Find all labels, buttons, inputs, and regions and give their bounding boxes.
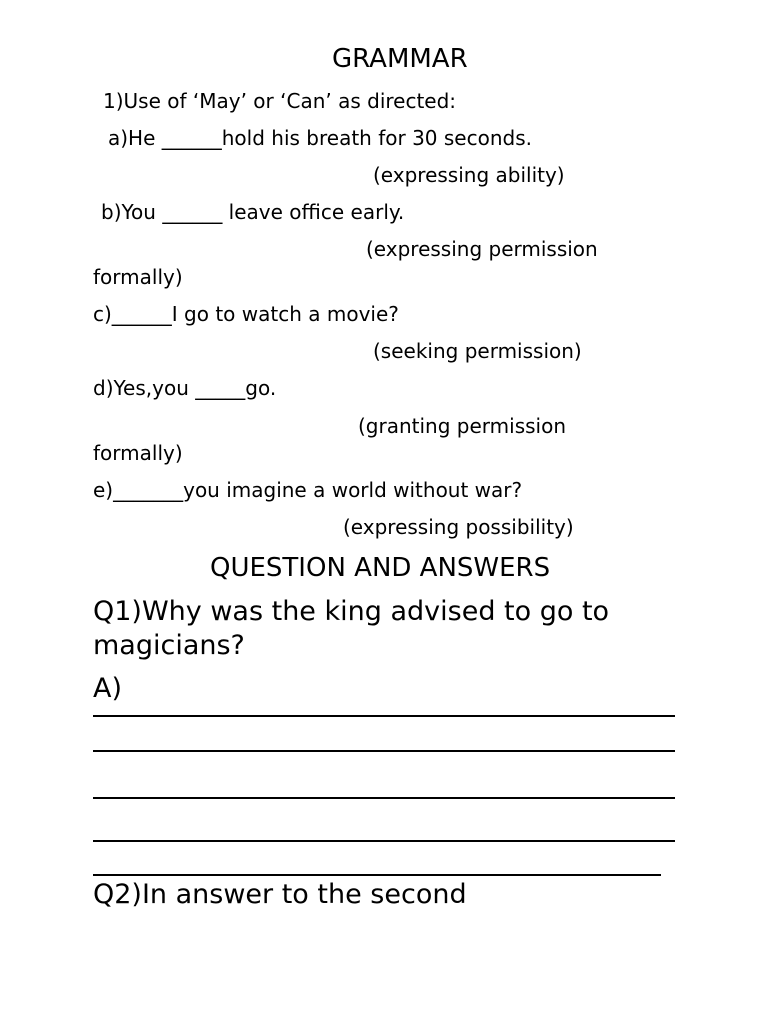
answer-line [93,797,675,799]
grammar-hint-e: (expressing possibility) [343,515,574,539]
qa-section-heading: QUESTION AND ANSWERS [210,553,551,583]
grammar-instruction: 1)Use of ‘May’ or ‘Can’ as directed: [103,89,457,113]
answer-label: A) [93,673,123,704]
grammar-hint-d: (granting permission [358,414,566,438]
grammar-hint-b-continued: formally) [93,265,183,289]
question-2-line-1: Q2)In answer to the second [93,879,467,910]
grammar-item-c: c)______I go to watch a movie? [93,302,399,326]
grammar-hint-c: (seeking permission) [373,339,582,363]
grammar-item-b: b)You ______ leave office early. [101,200,405,224]
question-1-line-1: Q1)Why was the king advised to go to [93,596,610,627]
grammar-item-e: e)_______you imagine a world without war? [93,478,523,502]
question-1-line-2: magicians? [93,630,245,661]
grammar-item-a: a)He ______hold his breath for 30 seconds. [108,126,532,150]
grammar-hint-a: (expressing ability) [373,163,565,187]
grammar-hint-b: (expressing permission [366,237,598,261]
grammar-hint-d-continued: formally) [93,441,183,465]
answer-line [93,840,675,842]
answer-line [93,750,675,752]
answer-line [93,715,675,717]
answer-line [93,874,661,876]
grammar-item-d: d)Yes,you _____go. [93,376,277,400]
page-title: GRAMMAR [332,44,468,74]
